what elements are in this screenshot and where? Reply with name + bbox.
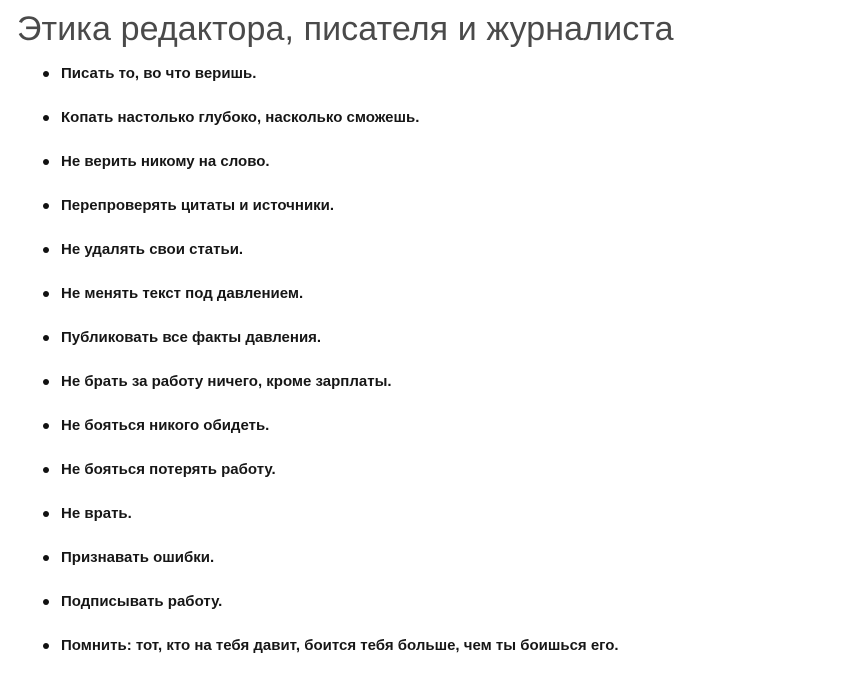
bullet-icon: [43, 511, 49, 517]
bullet-icon: [43, 247, 49, 253]
bullet-icon: [43, 423, 49, 429]
page-title: Этика редактора, писателя и журналиста: [17, 10, 674, 48]
list-item-text: Не бояться никого обидеть.: [61, 417, 270, 434]
list-item-text: Не менять текст под давлением.: [61, 285, 304, 302]
list-item-text: Публиковать все факты давления.: [61, 329, 322, 346]
list-item-text: Не удалять свои статьи.: [61, 241, 244, 258]
list-item-text: Помнить: тот, кто на тебя давит, боится тебя больше, чем ты боишься его.: [61, 637, 619, 654]
list-item-text: Не бояться потерять работу.: [61, 461, 276, 478]
list-item-text: Копать настолько глубоко, насколько сможешь.: [61, 109, 420, 126]
bullet-icon: [43, 599, 49, 605]
list-item-text: Не врать.: [61, 505, 132, 522]
bullet-icon: [43, 335, 49, 341]
bullet-icon: [43, 159, 49, 165]
bullet-icon: [43, 291, 49, 297]
bullet-icon: [43, 555, 49, 561]
bullet-icon: [43, 643, 49, 649]
bullet-icon: [43, 115, 49, 121]
list-item-text: Признавать ошибки.: [61, 549, 215, 566]
bullet-icon: [43, 467, 49, 473]
bullet-icon: [43, 71, 49, 77]
list-item-text: Не верить никому на слово.: [61, 153, 270, 170]
list-item-text: Не брать за работу ничего, кроме зарплаты.: [61, 373, 392, 390]
list-item-text: Подписывать работу.: [61, 593, 223, 610]
list-item-text: Писать то, во что веришь.: [61, 65, 257, 82]
bullet-icon: [43, 203, 49, 209]
bullet-icon: [43, 379, 49, 385]
list-item-text: Перепроверять цитаты и источники.: [61, 197, 335, 214]
